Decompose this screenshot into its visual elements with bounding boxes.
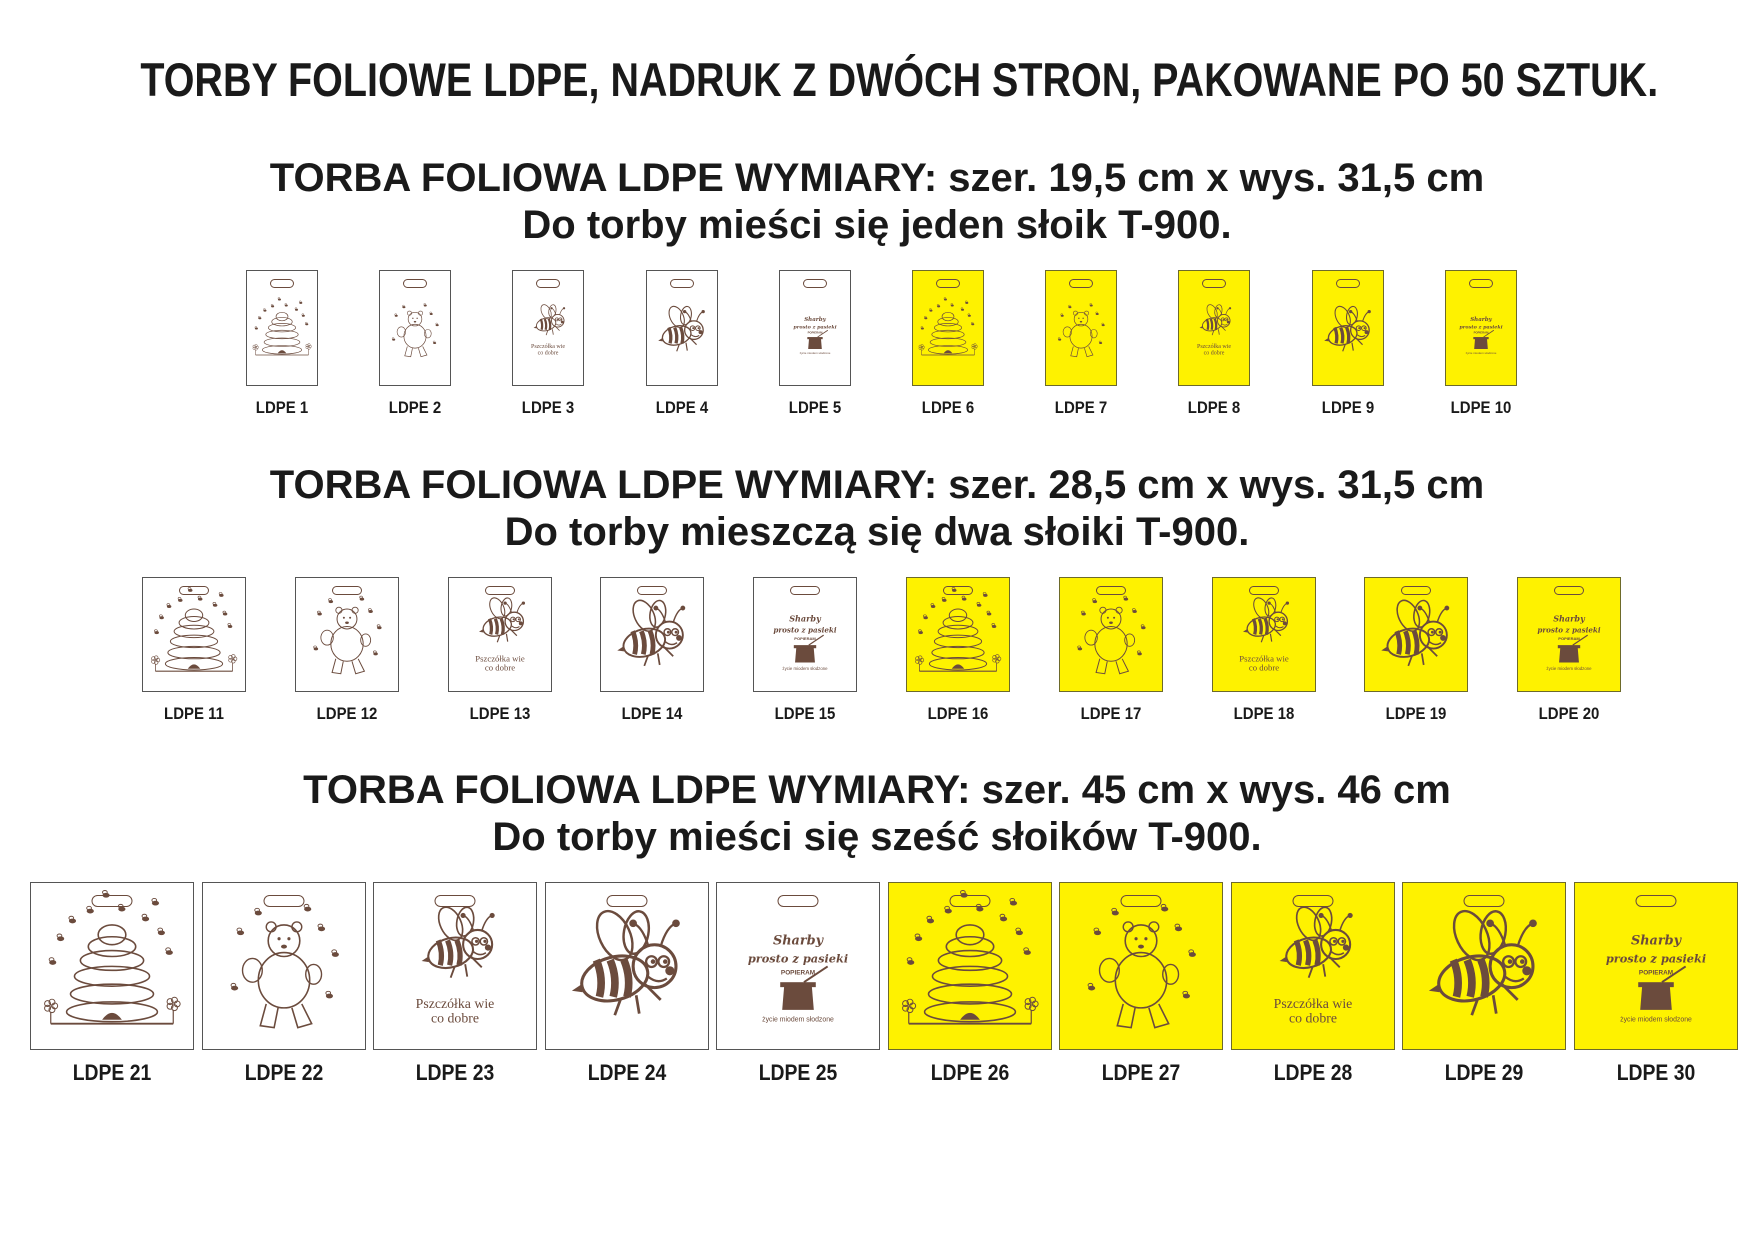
section-1-heading: TORBA FOLIOWA LDPE WYMIARY: szer. 19,5 cm x wys. 31,5 cm [269,156,1485,200]
section-2-bag-row [0,577,1754,723]
bag-item [1231,882,1395,1086]
brand-text: Sharby [772,933,824,949]
bag-handle-cutout [92,895,133,907]
bag-label: LDPE 17 [1080,704,1142,723]
bag-label: LDPE 29 [1444,1060,1524,1085]
white-bag [142,577,246,692]
slogan-text: co dobre [1204,350,1225,357]
yellow-bag [1212,577,1316,692]
bag-handle-cutout [943,586,973,595]
bag-handle-cutout [1635,895,1676,907]
white-bag [202,882,366,1050]
yellow-bag [888,882,1052,1050]
bag-item [30,882,194,1086]
bag-label: LDPE 13 [469,704,530,723]
bee-icon [571,906,679,1016]
honey-pot-icon [774,613,837,671]
hive-icon [253,297,312,355]
slogan-text: co dobre [1288,1010,1337,1026]
brand-text: prosto z pasieki [793,324,837,331]
brand-text: Sharby [1630,933,1681,949]
slogan-text: Pszczółka wie [1273,995,1352,1011]
brand-text: prosto z pasieki [1459,324,1503,331]
bee-icon [1429,906,1537,1016]
bag-item [1059,882,1223,1086]
brand-text: Sharby [1553,613,1585,624]
brand-text: prosto z pasieki [773,625,837,635]
bag-item [779,270,851,419]
popieram-text: POPIERAM [1638,969,1673,977]
slogan-text: Pszczółka wie [474,653,525,664]
bag-handle-cutout [179,586,209,595]
white-bag [246,270,318,386]
bag-label: LDPE 27 [1101,1060,1181,1085]
yellow-bag [1445,270,1517,386]
honey-pot-icon [748,934,848,1024]
bear-icon [1058,303,1105,356]
bag-item [1445,270,1517,419]
white-bag [753,577,857,692]
yellow-bag [1517,577,1621,692]
honey-pot-icon [793,317,836,355]
zycie-text: życie miodem słodzone [762,1016,834,1024]
honey-pot-icon [1605,934,1705,1024]
bag-item [1212,577,1316,725]
bag-label: LDPE 22 [244,1060,323,1085]
bag-handle-cutout [435,895,476,907]
bag-item [373,882,537,1086]
bag-item [448,577,552,725]
bag-label: LDPE 3 [522,398,575,417]
white-bag [646,270,718,386]
white-bag [545,882,709,1050]
bee-icon [658,304,705,351]
bag-item [142,577,246,725]
popieram-text: POPIERAM [794,636,816,642]
bag-label: LDPE 15 [774,704,836,723]
yellow-bag [1178,270,1250,386]
bag-item [1574,882,1738,1086]
hive-icon [152,587,237,671]
bag-item [545,882,709,1086]
brand-text: Sharby [803,316,826,323]
section-2-subheading: Do torby mieszczą się dwa słoiki T-900. [504,510,1250,554]
section-3-heading: TORBA FOLIOWA LDPE WYMIARY: szer. 45 cm x wys. 46 cm [303,768,1451,812]
bag-item [202,882,366,1086]
bag-handle-cutout [936,279,960,288]
bag-handle-cutout [803,279,827,288]
bag-handle-cutout [332,586,362,595]
bag-handle-cutout [1401,586,1431,595]
bag-handle-cutout [263,895,304,907]
bag-handle-cutout [1096,586,1126,595]
yellow-bag [1045,270,1117,386]
bee-icon [618,597,686,666]
bag-handle-cutout [1202,279,1226,288]
brand-text: prosto z pasieki [747,951,849,966]
bag-handle-cutout [949,895,990,907]
bag-print [380,271,450,385]
popieram-text: POPIERAM [780,969,816,977]
yellow-bag [1574,882,1738,1050]
bag-handle-cutout [1464,895,1505,907]
bag-print [31,883,193,1049]
bag-handle-cutout [1121,895,1162,907]
bag-label: LDPE 6 [921,398,975,417]
section-3-subheading: Do torby mieści się sześć słoików T-900. [492,815,1262,859]
yellow-bag [1059,577,1163,692]
page-title: TORBY FOLIOWE LDPE, NADRUK Z DWÓCH STRON, PAKOWANE PO 50 SZTUK. [140,53,1659,106]
bag-print [374,883,536,1049]
bag-handle-cutout [536,279,560,288]
bag-label: LDPE 16 [927,704,989,723]
yellow-bag [1312,270,1384,386]
bag-handle-cutout [1249,586,1279,595]
bag-handle-cutout [1336,279,1360,288]
bag-item [1178,270,1250,419]
bee-slogan-icon [531,303,565,357]
bag-label: LDPE 20 [1538,704,1600,723]
white-bag [512,270,584,386]
slogan-text: Pszczółka wie [1197,344,1232,351]
bag-item [912,270,984,419]
bear-icon [392,303,439,356]
bag-print [647,271,717,385]
white-bag [779,270,851,386]
bear-icon [313,596,381,674]
bag-print [1403,883,1565,1049]
bag-handle-cutout [1554,586,1584,595]
section-1-subheading: Do torby mieści się jeden słoik T-900. [522,203,1232,247]
bee-slogan-icon [1239,595,1289,672]
bag-item [1364,577,1468,725]
slogan-text: Pszczółka wie [531,344,566,351]
bag-label: LDPE 7 [1054,398,1108,417]
bag-label: LDPE 21 [72,1060,152,1085]
bag-print [1046,271,1116,385]
zycie-text: życie miodem słodzone [782,665,828,671]
bee-slogan-icon [475,595,525,672]
bag-print [1060,883,1222,1049]
honey-pot-icon [1459,317,1502,355]
bag-handle-cutout [270,279,294,288]
zycie-text: życie miodem słodzone [799,351,831,356]
slogan-text: Pszczółka wie [415,995,495,1011]
bag-print [1313,271,1383,385]
bag-print [1575,883,1737,1049]
bag-label: LDPE 19 [1386,704,1447,723]
bag-item [512,270,584,419]
bag-item [246,270,318,419]
bag-item [1045,270,1117,419]
white-bag [30,882,194,1050]
bag-label: LDPE 24 [587,1060,666,1085]
white-bag [716,882,880,1050]
bag-handle-cutout [790,586,820,595]
brand-text: Sharby [1469,316,1492,323]
bag-handle-cutout [606,895,647,907]
bag-item [753,577,857,725]
bag-label: LDPE 1 [255,398,309,417]
slogan-text: co dobre [484,662,515,673]
white-bag [295,577,399,692]
bag-item [1059,577,1163,725]
bag-handle-cutout [485,586,515,595]
bag-print [1179,271,1249,385]
bag-label: LDPE 30 [1616,1060,1695,1085]
bag-label: LDPE 23 [415,1060,495,1085]
zycie-text: życie miodem słodzone [1465,351,1497,356]
bag-item [600,577,704,725]
slogan-text: co dobre [1248,662,1279,673]
bag-label: LDPE 10 [1450,398,1512,417]
bag-label: LDPE 12 [316,704,378,723]
bee-icon [1324,304,1371,351]
popieram-text: POPIERAM [807,330,823,335]
brand-text: prosto z pasieki [1605,951,1706,966]
bag-print [1446,271,1516,385]
bag-print [913,271,983,385]
bear-icon [1088,904,1196,1027]
bag-label: LDPE 18 [1233,704,1294,723]
slogan-text: co dobre [538,350,559,357]
yellow-bag [906,577,1010,692]
brand-text: Sharby [789,613,821,624]
bee-slogan-icon [416,903,495,1025]
hive-icon [45,891,181,1024]
hive-icon [919,297,978,355]
bag-label: LDPE 5 [788,398,841,417]
bag-label: LDPE 11 [164,704,224,723]
bag-item [1312,270,1384,419]
popieram-text: POPIERAM [1473,330,1489,335]
bag-print [717,883,879,1049]
zycie-text: życie miodem słodzone [1619,1016,1692,1024]
hive-icon [902,891,1038,1024]
bee-slogan-icon [1273,903,1352,1025]
bag-item [1402,882,1566,1086]
hive-icon [916,587,1001,671]
bag-handle-cutout [670,279,694,288]
bag-print [513,271,583,385]
bag-item [888,882,1052,1086]
bag-print [203,883,365,1049]
bear-icon [231,904,339,1027]
zycie-text: życie miodem słodzone [1546,665,1592,671]
white-bag [448,577,552,692]
bee-icon [1382,597,1450,666]
yellow-bag [1364,577,1468,692]
bag-print [1232,883,1394,1049]
bag-handle-cutout [637,586,667,595]
section-3-bag-row [0,882,1754,1085]
bag-label: LDPE 9 [1321,398,1374,417]
bag-item [379,270,451,419]
brand-text: prosto z pasieki [1537,625,1601,635]
slogan-text: co dobre [431,1010,479,1026]
yellow-bag [1402,882,1566,1050]
slogan-text: Pszczółka wie [1238,653,1289,664]
yellow-bag [912,270,984,386]
bag-handle-cutout [1292,895,1333,907]
bag-handle-cutout [1469,279,1493,288]
bag-print [780,271,850,385]
bag-item [716,882,880,1086]
bag-print [247,271,317,385]
bee-slogan-icon [1197,303,1231,357]
white-bag [373,882,537,1050]
bear-icon [1077,596,1145,674]
bag-label: LDPE 25 [758,1060,838,1085]
bag-item [646,270,718,419]
bag-label: LDPE 14 [622,704,683,723]
yellow-bag [1059,882,1223,1050]
yellow-bag [1231,882,1395,1050]
section-1-bag-row [0,270,1754,417]
bag-label: LDPE 2 [388,398,442,417]
bag-label: LDPE 4 [655,398,708,417]
bag-item [906,577,1010,725]
section-2-heading: TORBA FOLIOWA LDPE WYMIARY: szer. 28,5 cm x wys. 31,5 cm [269,463,1485,507]
bag-label: LDPE 28 [1273,1060,1352,1085]
white-bag [379,270,451,386]
bag-handle-cutout [403,279,427,288]
honey-pot-icon [1538,613,1601,671]
white-bag [600,577,704,692]
popieram-text: POPIERAM [1558,636,1580,642]
bag-handle-cutout [778,895,819,907]
bag-print [889,883,1051,1049]
bag-item [295,577,399,725]
bag-handle-cutout [1069,279,1093,288]
bag-label: LDPE 8 [1188,398,1241,417]
bag-item [1517,577,1621,725]
bag-print [546,883,708,1049]
bag-label: LDPE 26 [930,1060,1009,1085]
